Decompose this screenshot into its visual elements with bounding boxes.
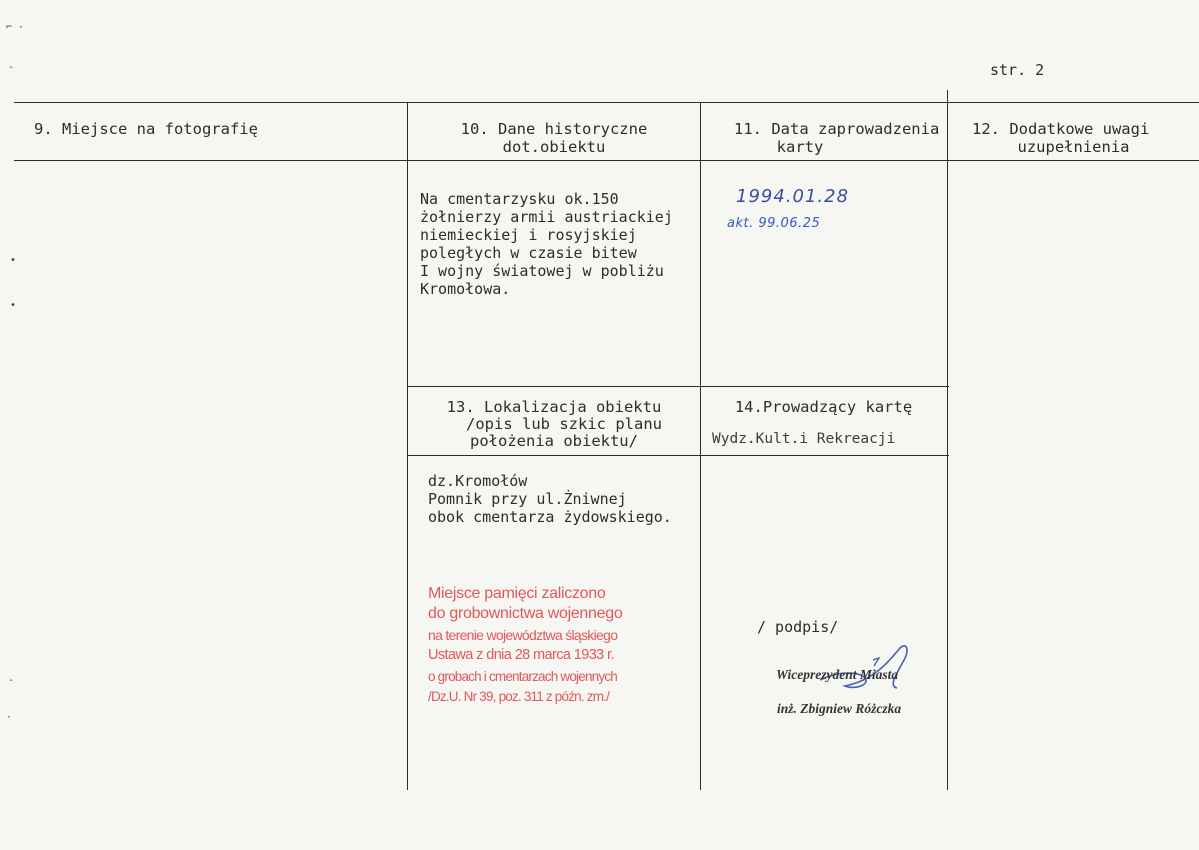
historical-data-line: Kromołowa. — [420, 280, 511, 298]
column-header-historical-line2: dot.obiektu — [502, 138, 606, 156]
column-header-historical-line1: 10. Dane historyczne — [460, 120, 648, 138]
signature-stamp-title: Wiceprezydent Miasta — [776, 667, 899, 682]
historical-data-line: Na cmentarzysku ok.150 — [420, 190, 619, 208]
margin-mark: ⌐ · — [6, 22, 25, 33]
localization-line: dz.Kromołów — [428, 472, 528, 490]
column-header-date-line2: karty — [776, 138, 824, 156]
column-header-remarks-line1: 12. Dodatkowe uwagi — [972, 120, 1150, 138]
signature-label: / podpis/ — [757, 618, 839, 636]
stamp-line: o grobach i cmentarzach wojennych — [428, 669, 617, 684]
localization-line: Pomnik przy ul.Żniwnej — [428, 490, 627, 508]
margin-mark: - — [8, 62, 15, 73]
margin-mark: · — [6, 712, 13, 723]
row-divider-13-14-bottom — [408, 455, 949, 456]
stamp-line: do grobownictwa wojennego — [428, 605, 623, 622]
historical-data-line: I wojny światowej w pobliżu — [420, 262, 664, 280]
margin-mark: • — [10, 255, 17, 266]
column-divider-11-12 — [947, 90, 948, 790]
signature-stamp-name: inż. Zbigniew Różczka — [777, 701, 902, 716]
keeper-value: Wydz.Kult.i Rekreacji — [712, 431, 896, 447]
historical-data-line: poległych w czasie bitew — [420, 244, 637, 262]
stamp-line: na terenie województwa śląskiego — [428, 627, 618, 643]
header-bottom-rule — [14, 160, 1199, 161]
row-divider-13-14-top — [408, 386, 949, 387]
column-divider-10-11 — [700, 102, 701, 790]
card-date-handwritten: 1994.01.28 — [736, 186, 850, 207]
table-top-rule — [14, 102, 1199, 103]
page-number: str. 2 — [990, 61, 1045, 79]
stamp-line: Ustawa z dnia 28 marca 1933 r. — [428, 647, 614, 663]
margin-mark: - — [8, 675, 15, 686]
stamp-line: Miejsce pamięci zaliczono — [428, 585, 606, 602]
column-header-remarks-line2: uzupełnienia — [1017, 138, 1130, 156]
localization-line: obok cmentarza żydowskiego. — [428, 508, 672, 526]
localization-header-line2: /opis lub szkic planu — [466, 415, 662, 433]
update-note-handwritten: akt. 99.06.25 — [727, 216, 821, 231]
column-header-date-line1: 11. Data zaprowadzenia — [734, 120, 940, 138]
localization-header-line1: 13. Lokalizacja obiektu — [446, 398, 662, 416]
localization-header-line3: położenia obiektu/ — [470, 432, 638, 450]
historical-data-line: żołnierzy armii austriackiej — [420, 208, 673, 226]
keeper-header: 14.Prowadzący kartę — [734, 398, 913, 416]
column-header-photo: 9. Miejsce na fotografię — [34, 120, 258, 138]
margin-mark: • — [10, 300, 17, 311]
historical-data-line: niemieckiej i rosyjskiej — [420, 226, 637, 244]
stamp-line: /Dz.U. Nr 39, poz. 311 z późn. zm./ — [428, 689, 610, 704]
